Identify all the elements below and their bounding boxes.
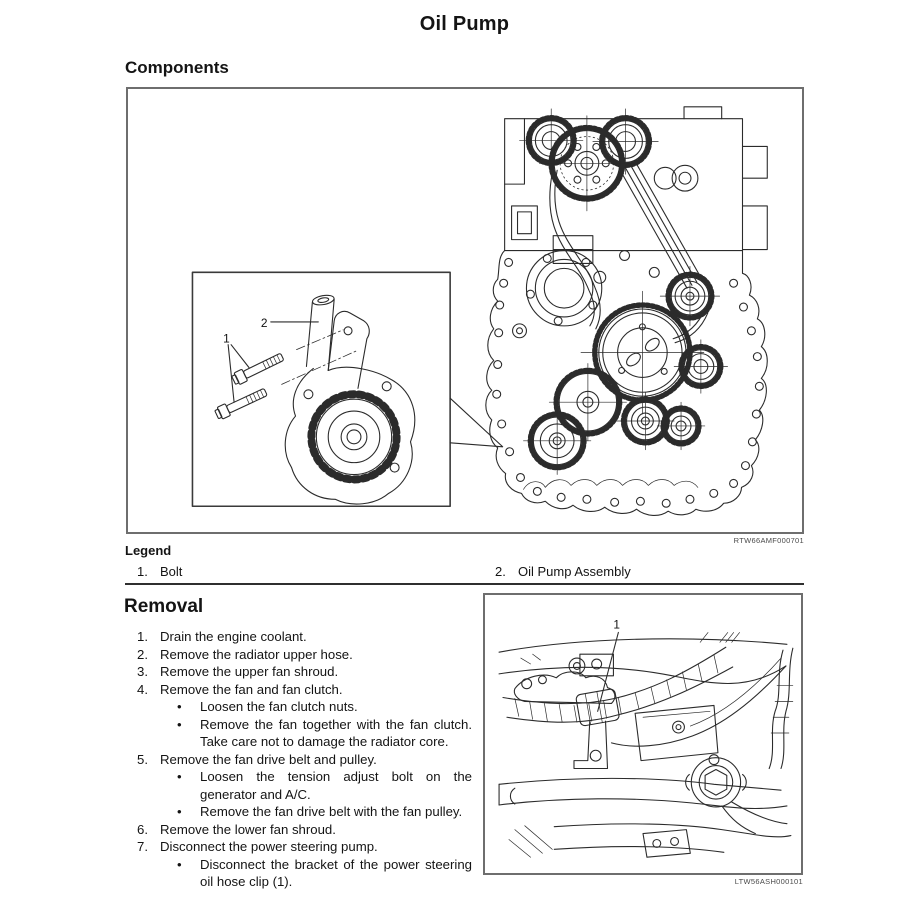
- bolt-centerline-upper: [297, 330, 344, 350]
- step-text: Remove the fan drive belt and pulley.: [160, 751, 377, 767]
- removal-steps-list: [125, 628, 472, 891]
- svg-text:1: 1: [223, 331, 230, 346]
- engine-block: [505, 107, 768, 264]
- step-number: 1.: [137, 629, 148, 644]
- water-pump-port: [526, 251, 601, 326]
- legend-item-2-num: 2.: [495, 564, 506, 579]
- bullet-row: [177, 768, 472, 803]
- bolt-drawing-lower: [214, 386, 268, 421]
- step-text: Remove the lower fan shroud.: [160, 821, 336, 837]
- page-title: Oil Pump: [419, 13, 510, 35]
- legend-item-1-label: Bolt: [160, 564, 183, 579]
- round-flange: [686, 755, 747, 807]
- step-text: Remove the radiator upper hose.: [160, 646, 353, 662]
- legend-row: [125, 564, 804, 581]
- step-text: Remove the fan and fan clutch.: [160, 681, 343, 697]
- bullet-marker: •: [177, 699, 182, 714]
- bullet-row: [177, 698, 472, 716]
- legend-item-2-label: Oil Pump Assembly: [518, 564, 631, 579]
- step-row: [125, 646, 472, 664]
- bullet-marker: •: [177, 856, 182, 872]
- step-text: Drain the engine coolant.: [160, 629, 307, 644]
- bullet-marker: •: [177, 804, 182, 819]
- idler-gear-center: [549, 364, 626, 441]
- figure1-code: RTW66AMF000701: [733, 536, 804, 545]
- figure2-callout-1: [598, 618, 620, 712]
- bullet-marker: •: [177, 716, 182, 732]
- components-heading: Components: [125, 58, 229, 77]
- inset-box: [192, 272, 502, 506]
- legend-heading: Legend: [125, 543, 172, 558]
- removal-figure: [483, 593, 803, 875]
- step-text: Disconnect the power steering pump.: [160, 839, 378, 854]
- bullet-marker: •: [177, 769, 182, 784]
- step-row: [125, 628, 472, 646]
- bullet-row: [177, 856, 472, 891]
- step-number: 2.: [137, 646, 148, 662]
- bullet-text: Remove the fan drive belt with the fan pulley.: [200, 804, 463, 819]
- step-number: 6.: [137, 821, 148, 837]
- hose-clip: [575, 688, 619, 726]
- tensioner-gear: [660, 266, 719, 325]
- gear-bottom-left: [523, 407, 590, 474]
- injection-pump-gear: [539, 116, 634, 211]
- engine-cover-outline: [486, 251, 767, 516]
- mid-panel: [635, 705, 718, 760]
- legend-item-1-num: 1.: [137, 564, 148, 579]
- bullet-row: [177, 716, 472, 751]
- engine-block-edge: [769, 648, 793, 768]
- bolt-holes: [493, 251, 764, 508]
- bolt-drawing-upper: [231, 351, 285, 386]
- components-figure: [126, 87, 804, 534]
- step-text: Remove the upper fan shroud.: [160, 664, 339, 679]
- engine-parts-cluster: [514, 654, 615, 703]
- callout-1: [223, 332, 249, 402]
- power-steering-hose-drawing: [485, 595, 801, 873]
- step-number: 7.: [137, 839, 148, 854]
- bullet-text: Remove the fan together with the fan clutch. Take care not to damage the radiator core.: [200, 716, 472, 749]
- bullet-text: Loosen the fan clutch nuts.: [200, 699, 358, 714]
- frame-members: [499, 778, 791, 857]
- svg-text:2: 2: [260, 315, 268, 330]
- step-row: [125, 663, 472, 681]
- step-number: 3.: [137, 664, 148, 679]
- step-row: [125, 751, 472, 769]
- clip-bracket: [574, 721, 608, 768]
- step-row: [125, 681, 472, 699]
- figure2-code: LTW56ASH000101: [734, 877, 803, 886]
- svg-text:1: 1: [613, 617, 621, 632]
- removal-heading: Removal: [124, 596, 204, 617]
- bullet-text: Disconnect the bracket of the power steering oil hose clip (1).: [200, 856, 472, 889]
- body-top-lines: [499, 632, 787, 746]
- step-number: 4.: [137, 681, 148, 697]
- bullet-text: Loosen the tension adjust bolt on the generator and A/C.: [200, 769, 472, 802]
- step-row: [125, 821, 472, 839]
- step-row: [125, 838, 472, 856]
- oil-pump-components-drawing: [128, 89, 802, 532]
- step-number: 5.: [137, 751, 148, 767]
- section-divider: [125, 583, 804, 585]
- oil-pump-assembly-drawing: [285, 294, 415, 504]
- bullet-row: [177, 803, 472, 821]
